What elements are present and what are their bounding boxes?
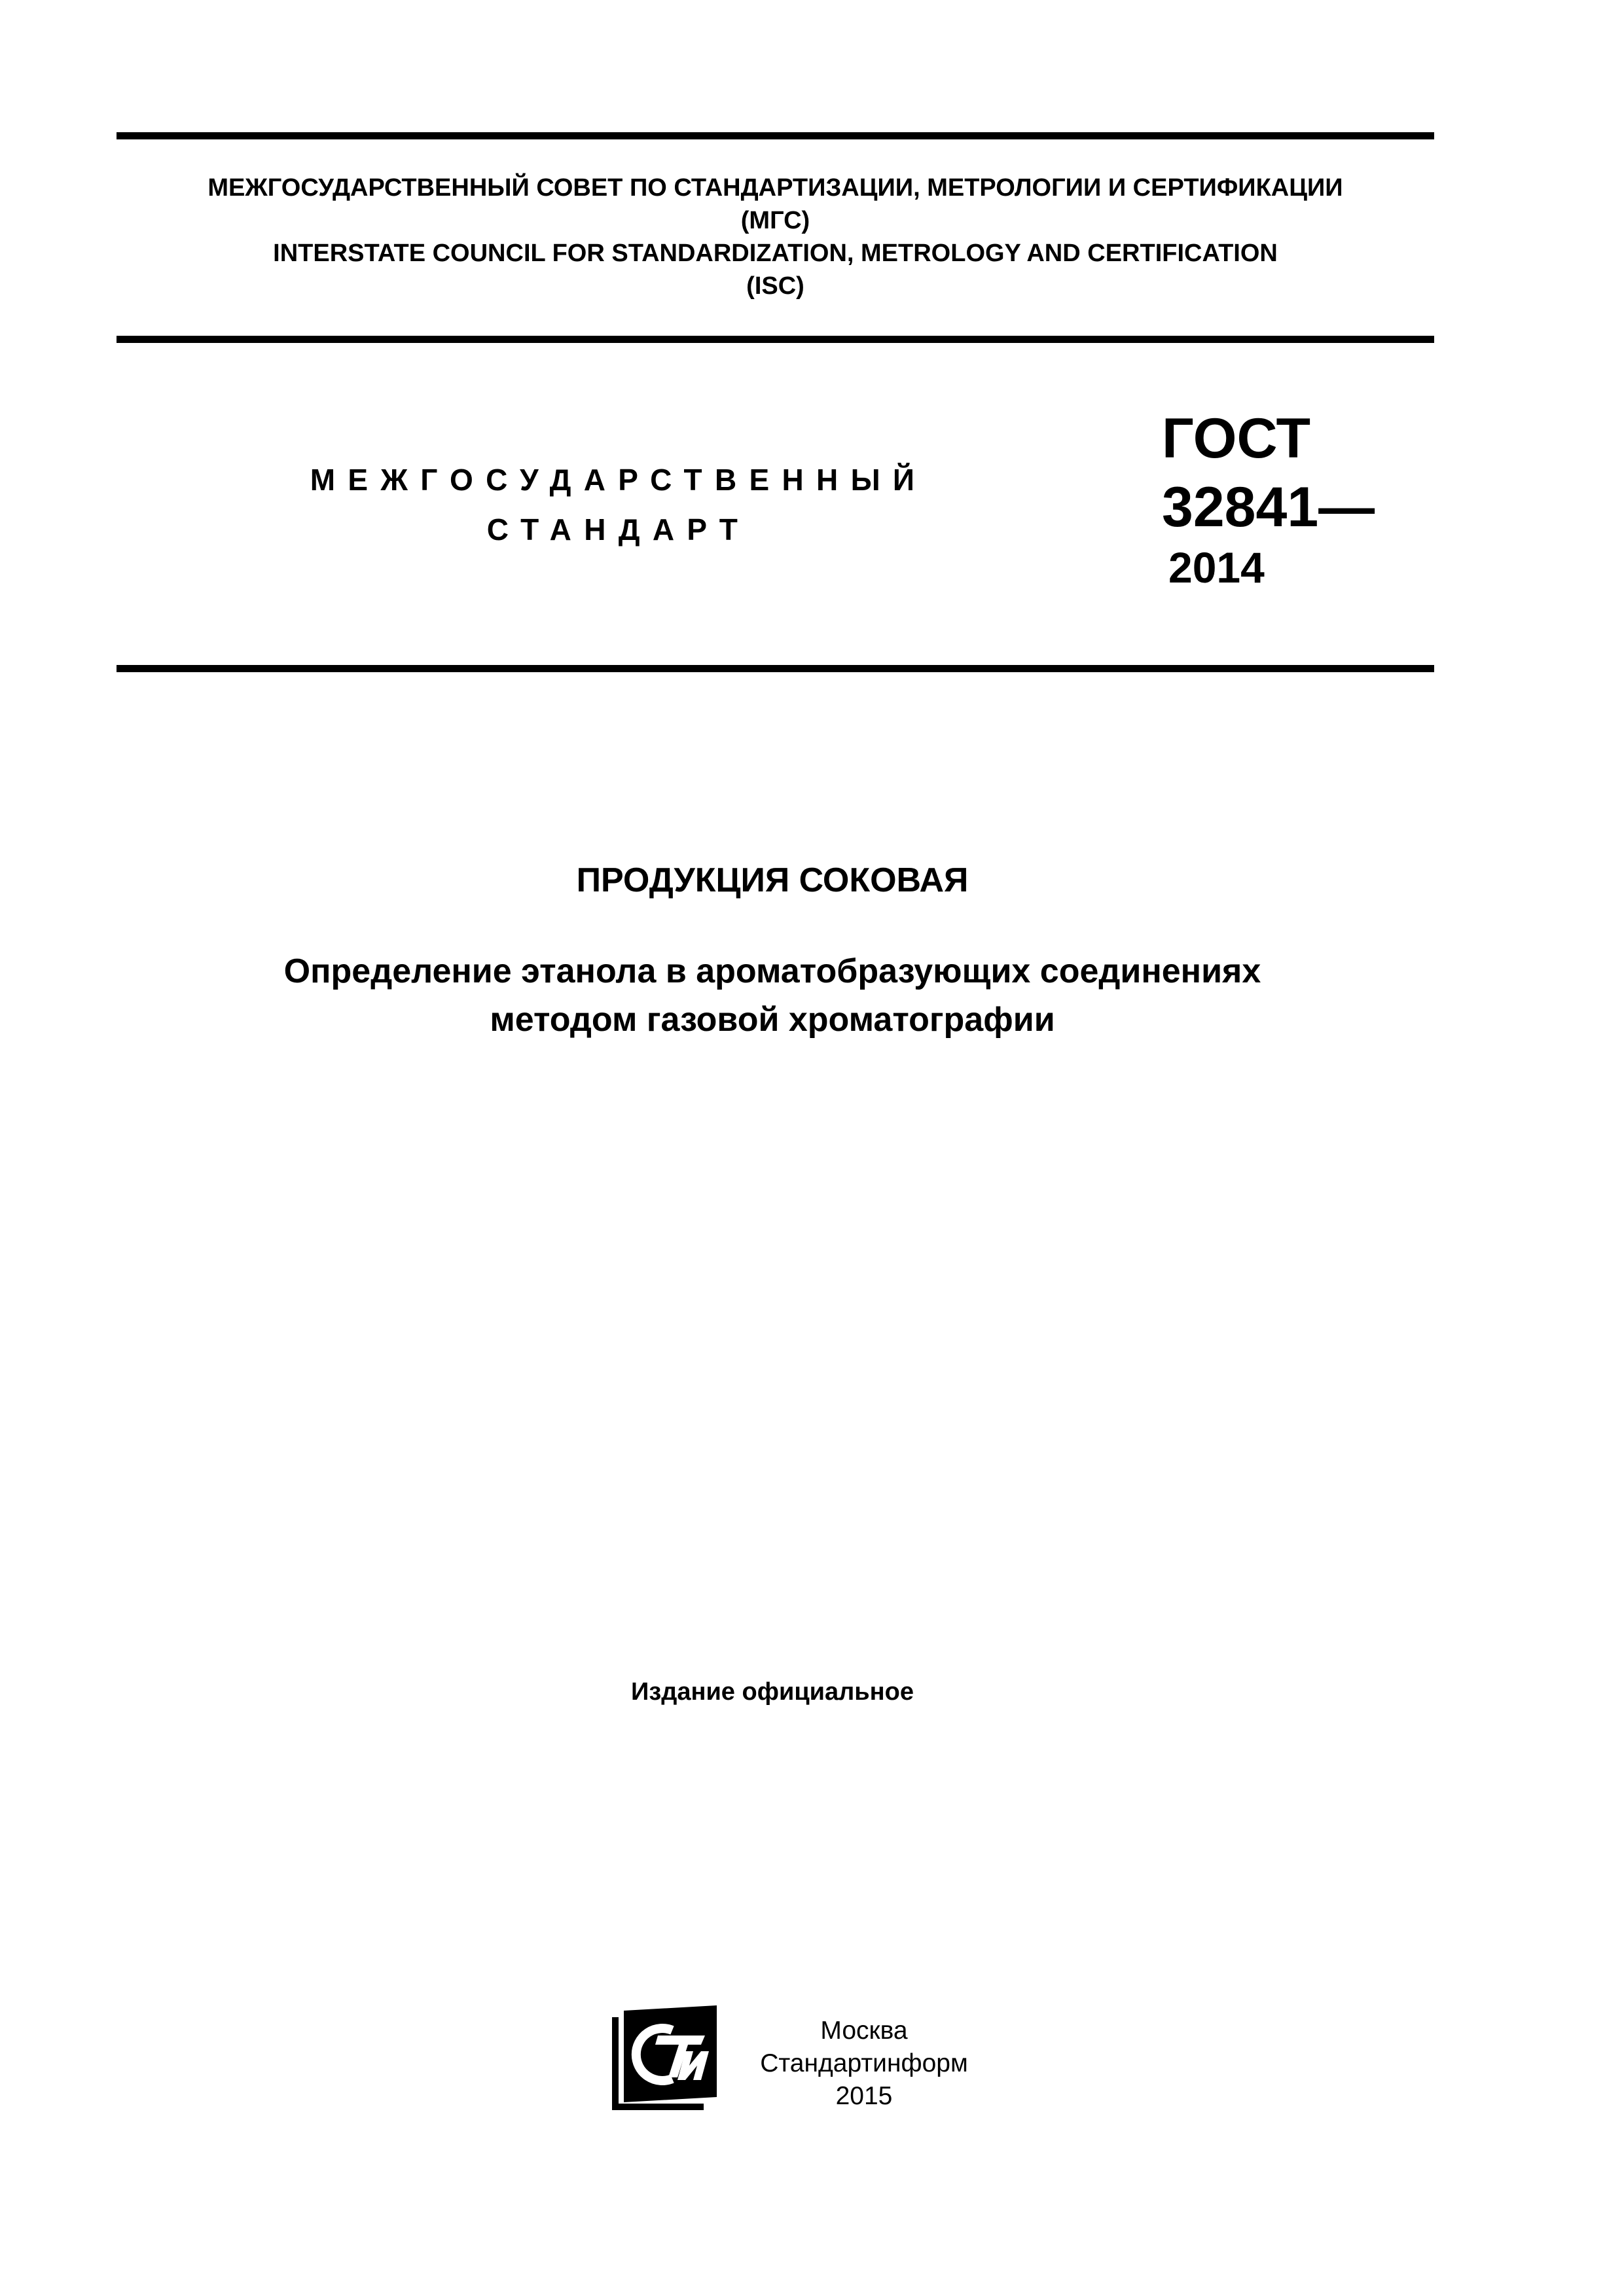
publisher-name: Стандартинформ bbox=[760, 2049, 968, 2077]
standartinform-logo-icon bbox=[612, 2005, 723, 2111]
official-edition-note: Издание официальное bbox=[631, 1678, 914, 1706]
gost-label: ГОСТ bbox=[1162, 407, 1311, 470]
council-abbr-en: (ISC) bbox=[746, 272, 804, 300]
standard-type bbox=[196, 455, 1041, 554]
council-header bbox=[117, 171, 1434, 302]
council-abbr-ru: (МГС) bbox=[740, 207, 810, 234]
council-name-ru: МЕЖГОСУДАРСТВЕННЫЙ СОВЕТ ПО СТАНДАРТИЗАЦИИ, МЕТРОЛОГИИ И СЕРТИФИКАЦИИ bbox=[208, 174, 1343, 202]
header-divider bbox=[117, 336, 1434, 343]
council-name-en: INTERSTATE COUNCIL FOR STANDARDIZATION, METROLOGY AND CERTIFICATION bbox=[273, 240, 1278, 267]
gost-year: 2014 bbox=[1168, 543, 1265, 592]
top-divider bbox=[117, 132, 1434, 139]
subtitle-line2: методом газовой хроматографии bbox=[490, 1001, 1055, 1039]
standard-type-line1: МЕЖГОСУДАРСТВЕННЫЙ bbox=[310, 463, 928, 497]
product-title: ПРОДУКЦИЯ СОКОВАЯ bbox=[576, 861, 969, 899]
publisher-city: Москва bbox=[820, 2017, 908, 2045]
publisher-block bbox=[733, 2015, 995, 2113]
gost-number: 32841— bbox=[1162, 476, 1375, 539]
subtitle-line1: Определение этанола в ароматобразующих соединениях bbox=[283, 952, 1261, 990]
designation-divider bbox=[117, 665, 1434, 672]
standard-type-line2: СТАНДАРТ bbox=[486, 512, 751, 547]
publisher-year: 2015 bbox=[835, 2082, 893, 2110]
document-subtitle bbox=[0, 947, 1545, 1044]
